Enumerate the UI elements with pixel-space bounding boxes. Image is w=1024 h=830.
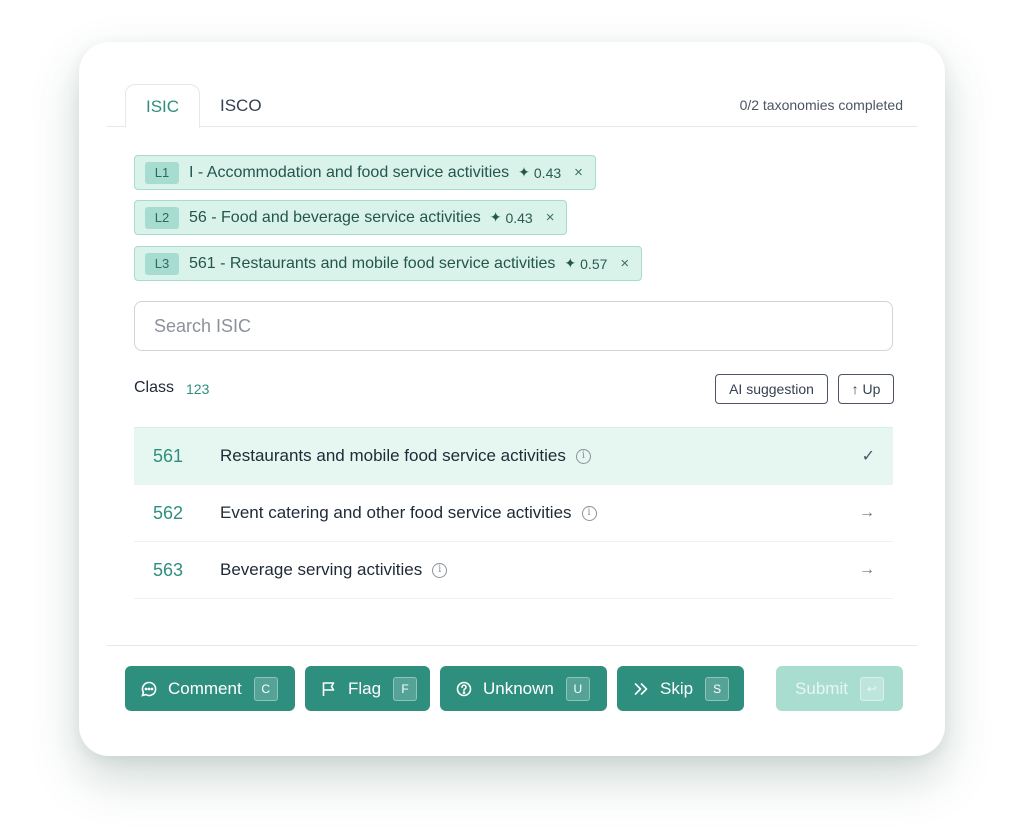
footer-divider xyxy=(107,645,917,646)
row-code: 561 xyxy=(153,445,184,466)
double-chevron-right-icon xyxy=(632,680,650,698)
flag-label: Flag xyxy=(348,678,382,698)
info-icon[interactable]: i xyxy=(432,563,447,578)
ai-score: 0.43 xyxy=(533,164,562,181)
enter-key-icon: ↩ xyxy=(860,677,884,701)
ai-score: 0.57 xyxy=(580,255,608,272)
arrow-right-icon[interactable]: → xyxy=(859,561,875,578)
list-level-label: Class xyxy=(134,379,175,396)
sparkle-icon: ✦ xyxy=(564,255,577,271)
sparkle-icon: ✦ xyxy=(518,164,530,180)
shortcut-key: F xyxy=(393,677,417,701)
annotation-card xyxy=(79,42,945,756)
taxonomy-progress: 0/2 taxonomies completed xyxy=(739,97,903,113)
level-label: 561 - Restaurants and mobile food service activities xyxy=(189,254,556,272)
check-icon: ✓ xyxy=(861,448,875,465)
comment-label: Comment xyxy=(168,678,242,698)
sparkle-icon: ✦ xyxy=(489,209,502,225)
ai-score: 0.43 xyxy=(505,209,533,226)
skip-button[interactable] xyxy=(617,666,744,711)
level-label: 56 - Food and beverage service activities xyxy=(189,208,481,226)
info-icon[interactable]: i xyxy=(582,506,597,521)
search-input[interactable] xyxy=(134,301,893,351)
shortcut-key: S xyxy=(705,677,729,701)
tab-isic[interactable]: ISIC xyxy=(125,84,200,128)
ai-suggestion-button[interactable]: AI suggestion xyxy=(715,374,828,404)
remove-icon[interactable]: × xyxy=(574,164,583,181)
flag-button[interactable] xyxy=(305,666,430,711)
comment-icon xyxy=(140,680,158,698)
table-row[interactable] xyxy=(134,427,893,485)
unknown-label: Unknown xyxy=(483,678,554,698)
shortcut-key: C xyxy=(254,677,278,701)
taxonomy-tabs xyxy=(107,84,917,127)
level-chip-l2 xyxy=(134,200,567,235)
level-chip-l1 xyxy=(134,155,596,190)
row-label: Beverage serving activities xyxy=(220,560,423,579)
row-code: 562 xyxy=(153,502,184,523)
remove-icon[interactable]: × xyxy=(620,255,630,272)
list-count: 123 xyxy=(186,381,210,397)
table-row[interactable] xyxy=(134,542,893,599)
info-icon[interactable]: i xyxy=(576,449,591,464)
level-badge: L3 xyxy=(145,253,179,275)
level-label: I - Accommodation and food service activities xyxy=(189,163,510,181)
shortcut-key: U xyxy=(566,677,590,701)
skip-label: Skip xyxy=(660,678,694,698)
submit-label: Submit xyxy=(795,678,848,698)
level-badge: L2 xyxy=(145,207,179,229)
question-circle-icon xyxy=(455,680,473,698)
table-row[interactable] xyxy=(134,485,893,542)
arrow-right-icon[interactable]: → xyxy=(859,504,875,521)
submit-button[interactable] xyxy=(776,666,903,711)
row-label: Restaurants and mobile food service activities xyxy=(220,446,566,465)
row-code: 563 xyxy=(153,559,184,580)
tab-isco[interactable]: ISCO xyxy=(220,96,262,115)
row-label: Event catering and other food service activities xyxy=(220,503,572,522)
remove-icon[interactable]: × xyxy=(545,209,555,226)
comment-button[interactable] xyxy=(125,666,295,711)
level-chip-l3 xyxy=(134,246,642,281)
unknown-button[interactable] xyxy=(440,666,607,711)
level-badge: L1 xyxy=(145,162,179,184)
up-button[interactable]: ↑ Up xyxy=(838,374,894,404)
flag-icon xyxy=(320,680,338,698)
